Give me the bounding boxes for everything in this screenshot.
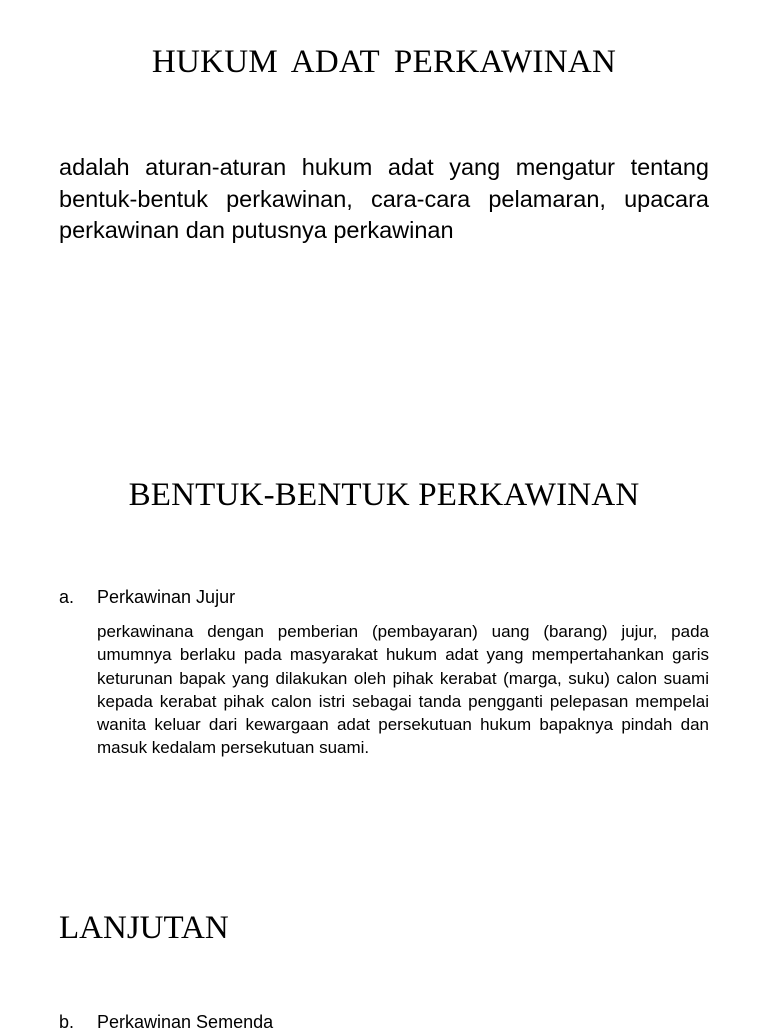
- slide-title: LANJUTAN: [59, 910, 229, 946]
- list-marker: b.: [59, 1012, 75, 1032]
- slide-title: BENTUK-BENTUK PERKAWINAN: [128, 477, 640, 513]
- list-item-title: Perkawinan Semenda: [97, 1012, 274, 1032]
- list-item-title: Perkawinan Jujur: [97, 587, 236, 607]
- list-marker: a.: [59, 587, 75, 607]
- list-item-description: perkawinana dengan pemberian (pembayaran) uang (barang) jujur, pada umumnya berlaku pada masyarakat hukum adat yang mempertahankan garis keturunan bapak yang dilakukan oleh pihak kerabat (marga, suku) calon suami kepada kerabat pihak calon istri sebagai tanda pengganti pelepasan mempelai wanita keluar dari kewargaan adat persekutuan hukum bapaknya pindah dan masuk kedalam persekutuan suami.: [97, 622, 709, 758]
- definition-paragraph: adalah aturan-aturan hukum adat yang mengatur tentang bentuk-bentuk perkawinan, cara-cara pelamaran, upacara perkawinan dan putusnya perkawinan: [59, 154, 709, 243]
- slide-title: HUKUM ADAT PERKAWINAN: [151, 44, 617, 80]
